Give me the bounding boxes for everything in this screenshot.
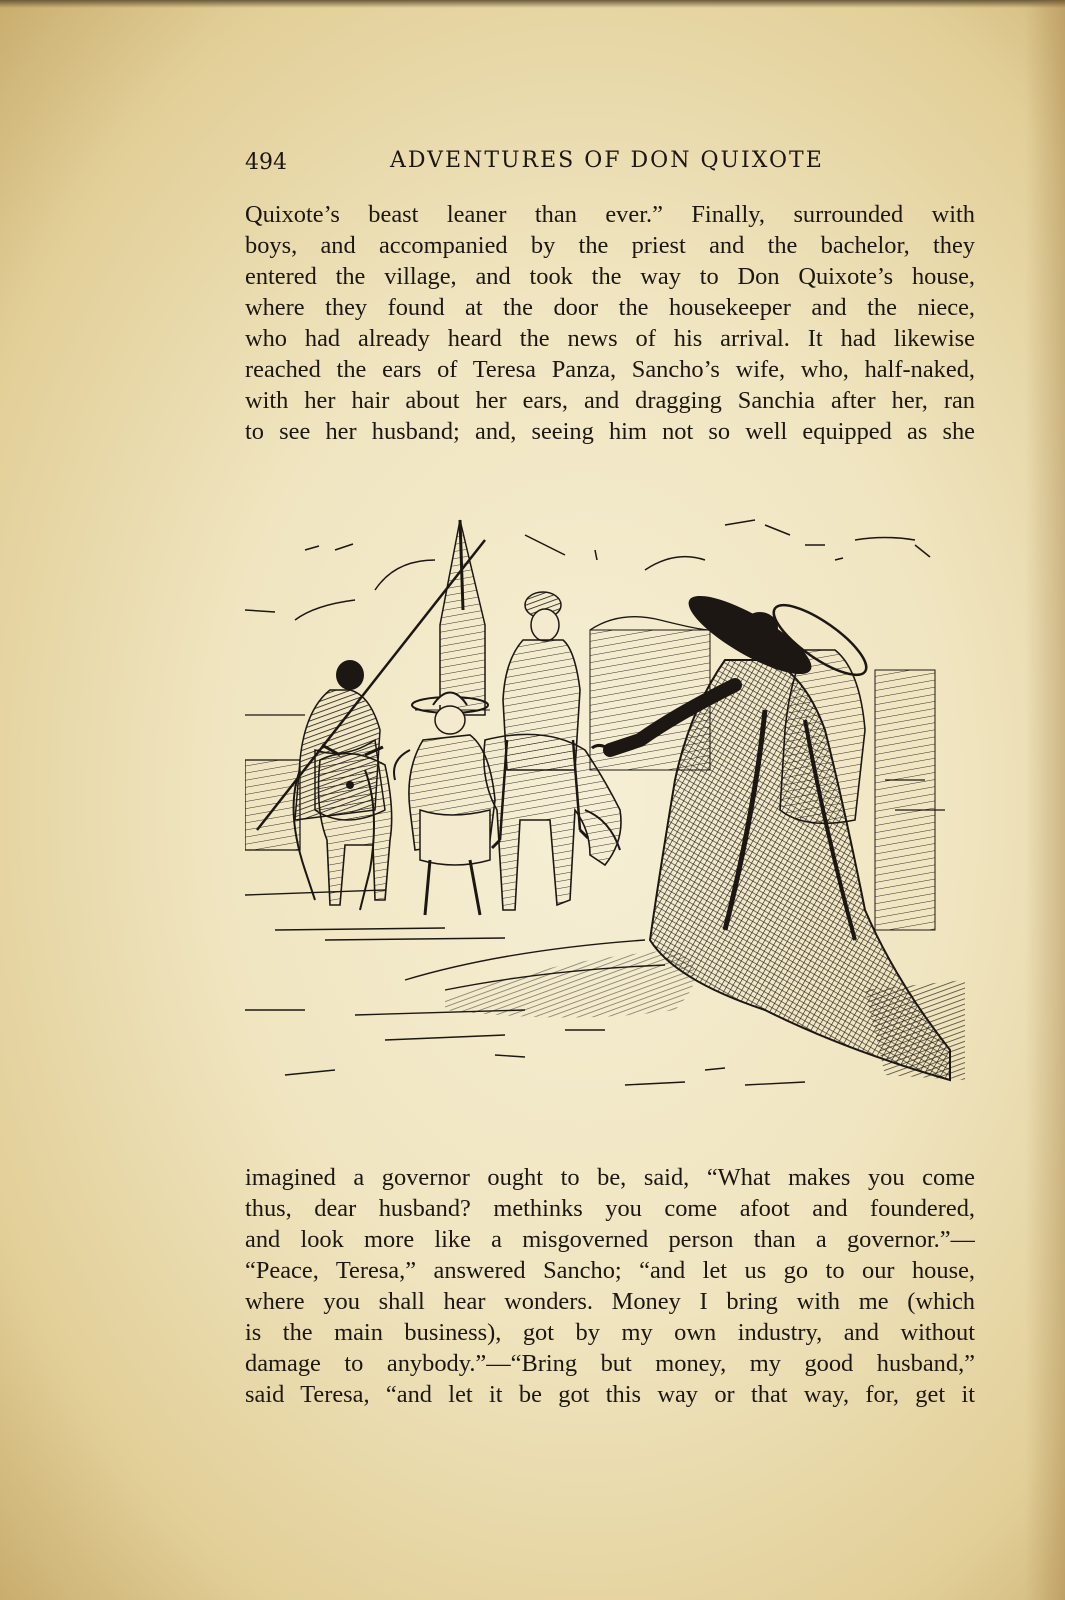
text-line: is the main business), got by my own industry, and without bbox=[245, 1319, 975, 1346]
text-line: imagined a governor ought to be, said, “What makes you come bbox=[245, 1164, 975, 1191]
text-line: said Teresa, “and let it be got this way or that way, for, get it bbox=[245, 1381, 975, 1408]
text-line: boys, and accompanied by the priest and the bachelor, they bbox=[245, 232, 975, 259]
text-line: “Peace, Teresa,” answered Sancho; “and let us go to our house, bbox=[245, 1257, 975, 1284]
engraving-illustration bbox=[245, 510, 975, 1110]
page-edge-tint bbox=[1025, 0, 1065, 1600]
text-line: where you shall hear wonders. Money I bring with me (which bbox=[245, 1288, 975, 1315]
text-line: Quixote’s beast leaner than ever.” Finally, surrounded with bbox=[245, 201, 975, 228]
figure-sancho bbox=[394, 693, 495, 916]
text-line: entered the village, and took the way to Don Quixote’s house, bbox=[245, 263, 975, 290]
text-line: reached the ears of Teresa Panza, Sancho’s wife, who, half-naked, bbox=[245, 356, 975, 383]
text-line: with her hair about her ears, and dragging Sanchia after her, ran bbox=[245, 387, 975, 414]
page-edge-shadow bbox=[0, 0, 1065, 8]
text-line: where they found at the door the housekeeper and the niece, bbox=[245, 294, 975, 321]
running-title: ADVENTURES OF DON QUIXOTE bbox=[390, 148, 824, 173]
engraving-svg bbox=[245, 510, 975, 1110]
text-line: who had already heard the news of his arrival. It had likewise bbox=[245, 325, 975, 352]
text-block-top bbox=[245, 199, 975, 447]
text-line: and look more like a misgoverned person than a governor.”— bbox=[245, 1226, 975, 1253]
running-head bbox=[245, 148, 975, 184]
text-line: thus, dear husband? methinks you come afoot and foundered, bbox=[245, 1195, 975, 1222]
sky-strokes bbox=[245, 520, 930, 620]
page-number: 494 bbox=[245, 150, 287, 175]
text-line: damage to anybody.”—“Bring but money, my good husband,” bbox=[245, 1350, 975, 1377]
text-block-bottom bbox=[245, 1162, 975, 1410]
figure-donkey bbox=[319, 745, 392, 905]
text-line: to see her husband; and, seeing him not so well equipped as she bbox=[245, 418, 975, 445]
